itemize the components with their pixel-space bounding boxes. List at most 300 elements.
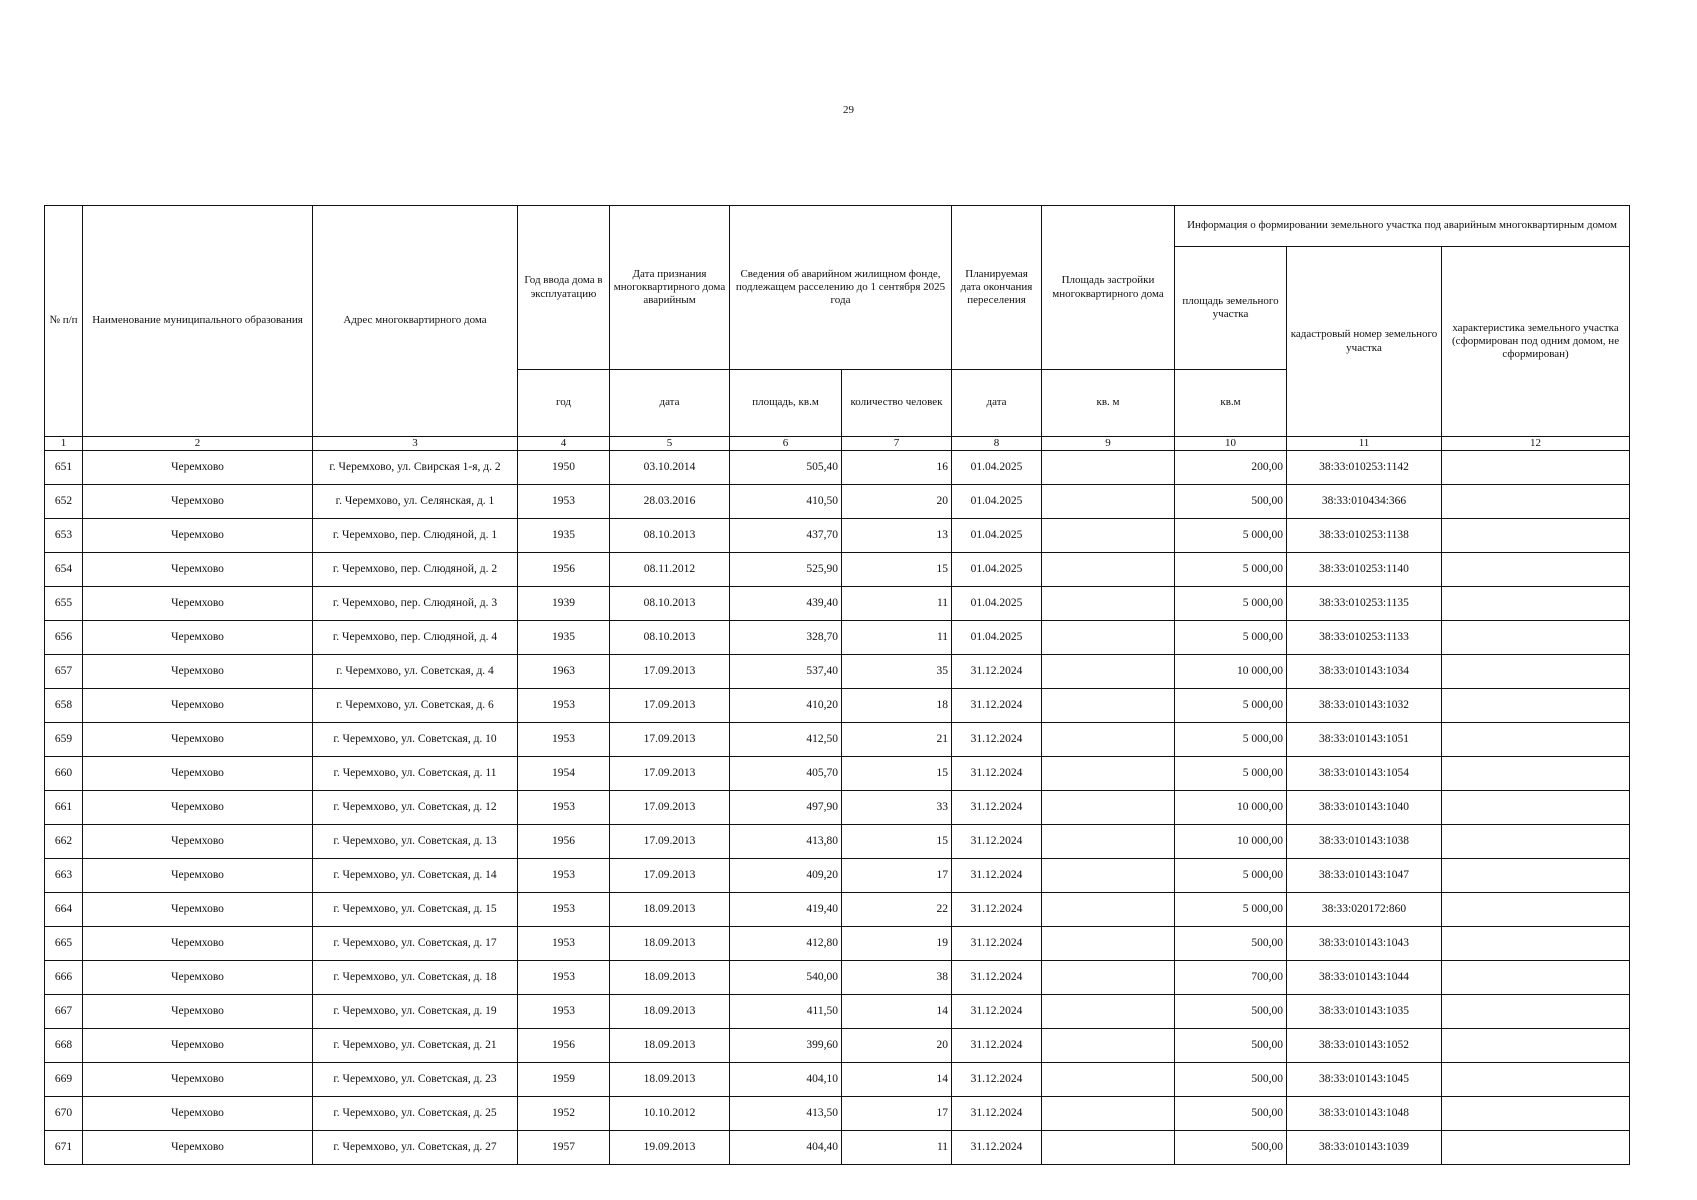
cell-build-area [1042, 859, 1175, 893]
cell-address: г. Черемхово, пер. Слюдяной, д. 3 [313, 587, 518, 621]
cell-year: 1953 [518, 723, 610, 757]
cell-land-characteristic [1442, 893, 1630, 927]
cell-cadastral-number: 38:33:010143:1043 [1287, 927, 1442, 961]
cell-address: г. Черемхово, пер. Слюдяной, д. 4 [313, 621, 518, 655]
column-number: 7 [842, 437, 952, 451]
cell-area: 411,50 [730, 995, 842, 1029]
cell-build-area [1042, 723, 1175, 757]
cell-planned-date: 01.04.2025 [952, 451, 1042, 485]
cell-row-number: 669 [45, 1063, 83, 1097]
cell-planned-date: 31.12.2024 [952, 893, 1042, 927]
cell-area: 413,80 [730, 825, 842, 859]
cell-year: 1953 [518, 995, 610, 1029]
column-number: 9 [1042, 437, 1175, 451]
cell-planned-date: 31.12.2024 [952, 1029, 1042, 1063]
cell-cadastral-number: 38:33:010143:1034 [1287, 655, 1442, 689]
cell-land-area: 5 000,00 [1175, 621, 1287, 655]
table-row [45, 451, 1630, 485]
cell-area: 412,80 [730, 927, 842, 961]
cell-planned-date: 31.12.2024 [952, 961, 1042, 995]
cell-area: 399,60 [730, 1029, 842, 1063]
cell-land-area: 5 000,00 [1175, 689, 1287, 723]
cell-people: 15 [842, 825, 952, 859]
cell-people: 15 [842, 553, 952, 587]
table-row [45, 961, 1630, 995]
cell-people: 17 [842, 859, 952, 893]
cell-people: 33 [842, 791, 952, 825]
column-number: 11 [1287, 437, 1442, 451]
cell-row-number: 666 [45, 961, 83, 995]
cell-cadastral-number: 38:33:010143:1039 [1287, 1131, 1442, 1165]
cell-build-area [1042, 1029, 1175, 1063]
cell-cadastral-number: 38:33:010143:1040 [1287, 791, 1442, 825]
table-row [45, 995, 1630, 1029]
cell-address: г. Черемхово, ул. Советская, д. 4 [313, 655, 518, 689]
cell-planned-date: 01.04.2025 [952, 587, 1042, 621]
cell-cadastral-number: 38:33:010143:1035 [1287, 995, 1442, 1029]
table-row [45, 825, 1630, 859]
table-row [45, 519, 1630, 553]
cell-municipality: Черемхово [83, 553, 313, 587]
cell-area: 404,40 [730, 1131, 842, 1165]
cell-recognition-date: 08.10.2013 [610, 519, 730, 553]
table-header [45, 206, 1630, 451]
cell-land-characteristic [1442, 995, 1630, 1029]
cell-cadastral-number: 38:33:010143:1038 [1287, 825, 1442, 859]
cell-recognition-date: 28.03.2016 [610, 485, 730, 519]
cell-planned-date: 31.12.2024 [952, 689, 1042, 723]
table-row [45, 757, 1630, 791]
cell-municipality: Черемхово [83, 859, 313, 893]
table-row [45, 587, 1630, 621]
cell-municipality: Черемхово [83, 587, 313, 621]
cell-land-characteristic [1442, 689, 1630, 723]
cell-cadastral-number: 38:33:020172:860 [1287, 893, 1442, 927]
table-row [45, 621, 1630, 655]
unit-land-area: кв.м [1175, 370, 1287, 437]
cell-build-area [1042, 553, 1175, 587]
cell-address: г. Черемхово, ул. Советская, д. 23 [313, 1063, 518, 1097]
cell-year: 1956 [518, 825, 610, 859]
cell-cadastral-number: 38:33:010253:1133 [1287, 621, 1442, 655]
cell-address: г. Черемхово, ул. Советская, д. 10 [313, 723, 518, 757]
cell-municipality: Черемхово [83, 961, 313, 995]
table-row [45, 1097, 1630, 1131]
cell-area: 540,00 [730, 961, 842, 995]
cell-row-number: 668 [45, 1029, 83, 1063]
cell-land-characteristic [1442, 587, 1630, 621]
cell-municipality: Черемхово [83, 689, 313, 723]
cell-people: 17 [842, 1097, 952, 1131]
cell-build-area [1042, 519, 1175, 553]
cell-address: г. Черемхово, ул. Советская, д. 21 [313, 1029, 518, 1063]
cell-address: г. Черемхово, ул. Советская, д. 15 [313, 893, 518, 927]
cell-land-characteristic [1442, 451, 1630, 485]
cell-municipality: Черемхово [83, 1097, 313, 1131]
cell-land-area: 5 000,00 [1175, 553, 1287, 587]
cell-row-number: 651 [45, 451, 83, 485]
column-number-row [45, 437, 1630, 451]
header-land-area: площадь земельного участка [1175, 247, 1287, 370]
cell-row-number: 657 [45, 655, 83, 689]
cell-people: 14 [842, 995, 952, 1029]
cell-land-characteristic [1442, 1029, 1630, 1063]
cell-build-area [1042, 791, 1175, 825]
cell-land-area: 500,00 [1175, 1097, 1287, 1131]
cell-address: г. Черемхово, ул. Советская, д. 25 [313, 1097, 518, 1131]
cell-area: 505,40 [730, 451, 842, 485]
cell-address: г. Черемхово, ул. Советская, д. 17 [313, 927, 518, 961]
cell-land-area: 700,00 [1175, 961, 1287, 995]
table-row [45, 1131, 1630, 1165]
header-land-char: характеристика земельного участка (сформирован под одним домом, не сформирован) [1442, 247, 1630, 437]
cell-municipality: Черемхово [83, 485, 313, 519]
cell-year: 1950 [518, 451, 610, 485]
cell-planned-date: 01.04.2025 [952, 485, 1042, 519]
cell-municipality: Черемхово [83, 1063, 313, 1097]
cell-recognition-date: 10.10.2012 [610, 1097, 730, 1131]
cell-land-area: 5 000,00 [1175, 757, 1287, 791]
cell-area: 328,70 [730, 621, 842, 655]
cell-build-area [1042, 995, 1175, 1029]
cell-land-area: 500,00 [1175, 1029, 1287, 1063]
cell-land-area: 500,00 [1175, 1063, 1287, 1097]
column-number: 12 [1442, 437, 1630, 451]
cell-recognition-date: 17.09.2013 [610, 655, 730, 689]
cell-area: 412,50 [730, 723, 842, 757]
cell-recognition-date: 18.09.2013 [610, 961, 730, 995]
cell-municipality: Черемхово [83, 1029, 313, 1063]
cell-recognition-date: 18.09.2013 [610, 995, 730, 1029]
cell-row-number: 667 [45, 995, 83, 1029]
cell-municipality: Черемхово [83, 791, 313, 825]
table-row [45, 485, 1630, 519]
cell-address: г. Черемхово, ул. Советская, д. 12 [313, 791, 518, 825]
cell-land-characteristic [1442, 791, 1630, 825]
table-row [45, 1063, 1630, 1097]
cell-area: 405,70 [730, 757, 842, 791]
cell-planned-date: 31.12.2024 [952, 1063, 1042, 1097]
cell-planned-date: 31.12.2024 [952, 859, 1042, 893]
cell-people: 20 [842, 1029, 952, 1063]
cell-area: 419,40 [730, 893, 842, 927]
cell-municipality: Черемхово [83, 655, 313, 689]
cell-planned-date: 01.04.2025 [952, 621, 1042, 655]
cell-land-characteristic [1442, 723, 1630, 757]
cell-land-characteristic [1442, 621, 1630, 655]
unit-people: количество человек [842, 370, 952, 437]
cell-build-area [1042, 961, 1175, 995]
table-row [45, 655, 1630, 689]
cell-municipality: Черемхово [83, 1131, 313, 1165]
cell-people: 21 [842, 723, 952, 757]
column-number: 1 [45, 437, 83, 451]
unit-planned-date: дата [952, 370, 1042, 437]
cell-municipality: Черемхово [83, 893, 313, 927]
cell-build-area [1042, 1097, 1175, 1131]
cell-people: 38 [842, 961, 952, 995]
cell-build-area [1042, 757, 1175, 791]
cell-land-characteristic [1442, 655, 1630, 689]
cell-row-number: 652 [45, 485, 83, 519]
unit-date: дата [610, 370, 730, 437]
cell-row-number: 658 [45, 689, 83, 723]
cell-cadastral-number: 38:33:010143:1032 [1287, 689, 1442, 723]
cell-land-characteristic [1442, 553, 1630, 587]
cell-land-characteristic [1442, 1097, 1630, 1131]
cell-cadastral-number: 38:33:010143:1044 [1287, 961, 1442, 995]
column-number: 8 [952, 437, 1042, 451]
cell-year: 1953 [518, 689, 610, 723]
cell-year: 1935 [518, 621, 610, 655]
cell-planned-date: 31.12.2024 [952, 1097, 1042, 1131]
cell-people: 13 [842, 519, 952, 553]
cell-address: г. Черемхово, ул. Селянская, д. 1 [313, 485, 518, 519]
cell-row-number: 663 [45, 859, 83, 893]
cell-land-area: 500,00 [1175, 485, 1287, 519]
cell-recognition-date: 19.09.2013 [610, 1131, 730, 1165]
header-build-area: Площадь застройки многоквартирного дома [1042, 206, 1175, 370]
cell-planned-date: 31.12.2024 [952, 1131, 1042, 1165]
column-number: 10 [1175, 437, 1287, 451]
page-number: 29 [843, 104, 854, 116]
cell-recognition-date: 18.09.2013 [610, 1029, 730, 1063]
cell-address: г. Черемхово, ул. Советская, д. 14 [313, 859, 518, 893]
cell-people: 15 [842, 757, 952, 791]
cell-row-number: 665 [45, 927, 83, 961]
cell-planned-date: 31.12.2024 [952, 757, 1042, 791]
cell-land-characteristic [1442, 859, 1630, 893]
table-row [45, 893, 1630, 927]
cell-year: 1956 [518, 1029, 610, 1063]
cell-year: 1953 [518, 927, 610, 961]
cell-land-characteristic [1442, 1131, 1630, 1165]
column-number: 5 [610, 437, 730, 451]
cell-recognition-date: 17.09.2013 [610, 689, 730, 723]
cell-planned-date: 31.12.2024 [952, 655, 1042, 689]
cell-planned-date: 31.12.2024 [952, 791, 1042, 825]
cell-cadastral-number: 38:33:010253:1140 [1287, 553, 1442, 587]
table-row [45, 791, 1630, 825]
cell-land-characteristic [1442, 825, 1630, 859]
cell-land-area: 500,00 [1175, 995, 1287, 1029]
column-number: 3 [313, 437, 518, 451]
cell-recognition-date: 17.09.2013 [610, 859, 730, 893]
cell-planned-date: 31.12.2024 [952, 825, 1042, 859]
housing-registry-table [44, 205, 1630, 1165]
cell-planned-date: 31.12.2024 [952, 927, 1042, 961]
cell-area: 410,50 [730, 485, 842, 519]
cell-area: 437,70 [730, 519, 842, 553]
cell-land-area: 10 000,00 [1175, 825, 1287, 859]
cell-build-area [1042, 825, 1175, 859]
unit-build-area: кв. м [1042, 370, 1175, 437]
cell-year: 1957 [518, 1131, 610, 1165]
cell-land-characteristic [1442, 757, 1630, 791]
cell-year: 1963 [518, 655, 610, 689]
cell-area: 537,40 [730, 655, 842, 689]
cell-address: г. Черемхово, ул. Советская, д. 11 [313, 757, 518, 791]
cell-area: 409,20 [730, 859, 842, 893]
cell-year: 1953 [518, 485, 610, 519]
cell-area: 410,20 [730, 689, 842, 723]
cell-planned-date: 31.12.2024 [952, 723, 1042, 757]
cell-year: 1939 [518, 587, 610, 621]
cell-address: г. Черемхово, ул. Советская, д. 13 [313, 825, 518, 859]
cell-year: 1953 [518, 893, 610, 927]
cell-build-area [1042, 587, 1175, 621]
cell-municipality: Черемхово [83, 723, 313, 757]
cell-row-number: 653 [45, 519, 83, 553]
cell-people: 19 [842, 927, 952, 961]
cell-cadastral-number: 38:33:010143:1052 [1287, 1029, 1442, 1063]
cell-year: 1953 [518, 961, 610, 995]
cell-row-number: 662 [45, 825, 83, 859]
cell-cadastral-number: 38:33:010253:1135 [1287, 587, 1442, 621]
cell-address: г. Черемхово, ул. Свирская 1-я, д. 2 [313, 451, 518, 485]
cell-build-area [1042, 893, 1175, 927]
cell-land-area: 5 000,00 [1175, 893, 1287, 927]
cell-recognition-date: 08.10.2013 [610, 621, 730, 655]
cell-planned-date: 01.04.2025 [952, 553, 1042, 587]
cell-cadastral-number: 38:33:010434:366 [1287, 485, 1442, 519]
cell-build-area [1042, 1063, 1175, 1097]
header-cadastral: кадастровый номер земельного участка [1287, 247, 1442, 437]
header-num: № п/п [45, 206, 83, 437]
cell-address: г. Черемхово, ул. Советская, д. 19 [313, 995, 518, 1029]
cell-land-area: 5 000,00 [1175, 587, 1287, 621]
cell-area: 404,10 [730, 1063, 842, 1097]
cell-people: 18 [842, 689, 952, 723]
cell-area: 497,90 [730, 791, 842, 825]
cell-land-characteristic [1442, 961, 1630, 995]
cell-municipality: Черемхово [83, 927, 313, 961]
header-municipality: Наименование муниципального образования [83, 206, 313, 437]
cell-row-number: 655 [45, 587, 83, 621]
cell-cadastral-number: 38:33:010253:1138 [1287, 519, 1442, 553]
cell-people: 11 [842, 1131, 952, 1165]
cell-land-area: 200,00 [1175, 451, 1287, 485]
column-number: 4 [518, 437, 610, 451]
cell-cadastral-number: 38:33:010143:1051 [1287, 723, 1442, 757]
cell-municipality: Черемхово [83, 825, 313, 859]
cell-area: 439,40 [730, 587, 842, 621]
cell-row-number: 671 [45, 1131, 83, 1165]
header-planned-date: Планируемая дата окончания переселения [952, 206, 1042, 370]
cell-build-area [1042, 927, 1175, 961]
cell-people: 16 [842, 451, 952, 485]
table-row [45, 927, 1630, 961]
cell-land-area: 10 000,00 [1175, 655, 1287, 689]
cell-recognition-date: 17.09.2013 [610, 723, 730, 757]
cell-row-number: 656 [45, 621, 83, 655]
cell-municipality: Черемхово [83, 451, 313, 485]
cell-row-number: 659 [45, 723, 83, 757]
cell-year: 1956 [518, 553, 610, 587]
cell-row-number: 654 [45, 553, 83, 587]
cell-address: г. Черемхово, ул. Советская, д. 27 [313, 1131, 518, 1165]
cell-cadastral-number: 38:33:010143:1048 [1287, 1097, 1442, 1131]
cell-people: 22 [842, 893, 952, 927]
column-number: 2 [83, 437, 313, 451]
cell-year: 1952 [518, 1097, 610, 1131]
cell-people: 20 [842, 485, 952, 519]
cell-build-area [1042, 655, 1175, 689]
cell-build-area [1042, 621, 1175, 655]
cell-land-area: 500,00 [1175, 927, 1287, 961]
cell-cadastral-number: 38:33:010253:1142 [1287, 451, 1442, 485]
cell-land-characteristic [1442, 927, 1630, 961]
cell-row-number: 660 [45, 757, 83, 791]
cell-build-area [1042, 485, 1175, 519]
cell-recognition-date: 17.09.2013 [610, 791, 730, 825]
cell-planned-date: 31.12.2024 [952, 995, 1042, 1029]
cell-row-number: 670 [45, 1097, 83, 1131]
cell-land-area: 5 000,00 [1175, 519, 1287, 553]
cell-land-area: 5 000,00 [1175, 723, 1287, 757]
cell-build-area [1042, 1131, 1175, 1165]
cell-recognition-date: 18.09.2013 [610, 893, 730, 927]
header-fund-info: Сведения об аварийном жилищном фонде, подлежащем расселению до 1 сентября 2025 года [730, 206, 952, 370]
cell-recognition-date: 03.10.2014 [610, 451, 730, 485]
cell-area: 413,50 [730, 1097, 842, 1131]
cell-land-area: 500,00 [1175, 1131, 1287, 1165]
cell-recognition-date: 08.10.2013 [610, 587, 730, 621]
cell-municipality: Черемхово [83, 757, 313, 791]
cell-recognition-date: 18.09.2013 [610, 1063, 730, 1097]
header-land-info: Информация о формировании земельного участка под аварийным многоквартирным домом [1175, 206, 1630, 247]
unit-year: год [518, 370, 610, 437]
table-row [45, 689, 1630, 723]
cell-address: г. Черемхово, пер. Слюдяной, д. 1 [313, 519, 518, 553]
header-address: Адрес многоквартирного дома [313, 206, 518, 437]
cell-recognition-date: 18.09.2013 [610, 927, 730, 961]
cell-municipality: Черемхово [83, 621, 313, 655]
header-recognition-date: Дата признания многоквартирного дома аварийным [610, 206, 730, 370]
cell-cadastral-number: 38:33:010143:1047 [1287, 859, 1442, 893]
unit-area: площадь, кв.м [730, 370, 842, 437]
cell-year: 1935 [518, 519, 610, 553]
cell-year: 1954 [518, 757, 610, 791]
cell-address: г. Черемхово, пер. Слюдяной, д. 2 [313, 553, 518, 587]
table-row [45, 1029, 1630, 1063]
cell-land-characteristic [1442, 519, 1630, 553]
cell-row-number: 664 [45, 893, 83, 927]
cell-build-area [1042, 689, 1175, 723]
cell-recognition-date: 17.09.2013 [610, 825, 730, 859]
table-row [45, 859, 1630, 893]
cell-people: 35 [842, 655, 952, 689]
cell-address: г. Черемхово, ул. Советская, д. 18 [313, 961, 518, 995]
cell-municipality: Черемхово [83, 995, 313, 1029]
cell-cadastral-number: 38:33:010143:1045 [1287, 1063, 1442, 1097]
column-number: 6 [730, 437, 842, 451]
cell-people: 11 [842, 621, 952, 655]
cell-land-characteristic [1442, 1063, 1630, 1097]
cell-build-area [1042, 451, 1175, 485]
cell-year: 1953 [518, 859, 610, 893]
cell-land-area: 10 000,00 [1175, 791, 1287, 825]
cell-people: 11 [842, 587, 952, 621]
table-row [45, 723, 1630, 757]
cell-municipality: Черемхово [83, 519, 313, 553]
cell-cadastral-number: 38:33:010143:1054 [1287, 757, 1442, 791]
cell-land-characteristic [1442, 485, 1630, 519]
cell-land-area: 5 000,00 [1175, 859, 1287, 893]
table-row [45, 553, 1630, 587]
cell-planned-date: 01.04.2025 [952, 519, 1042, 553]
cell-area: 525,90 [730, 553, 842, 587]
